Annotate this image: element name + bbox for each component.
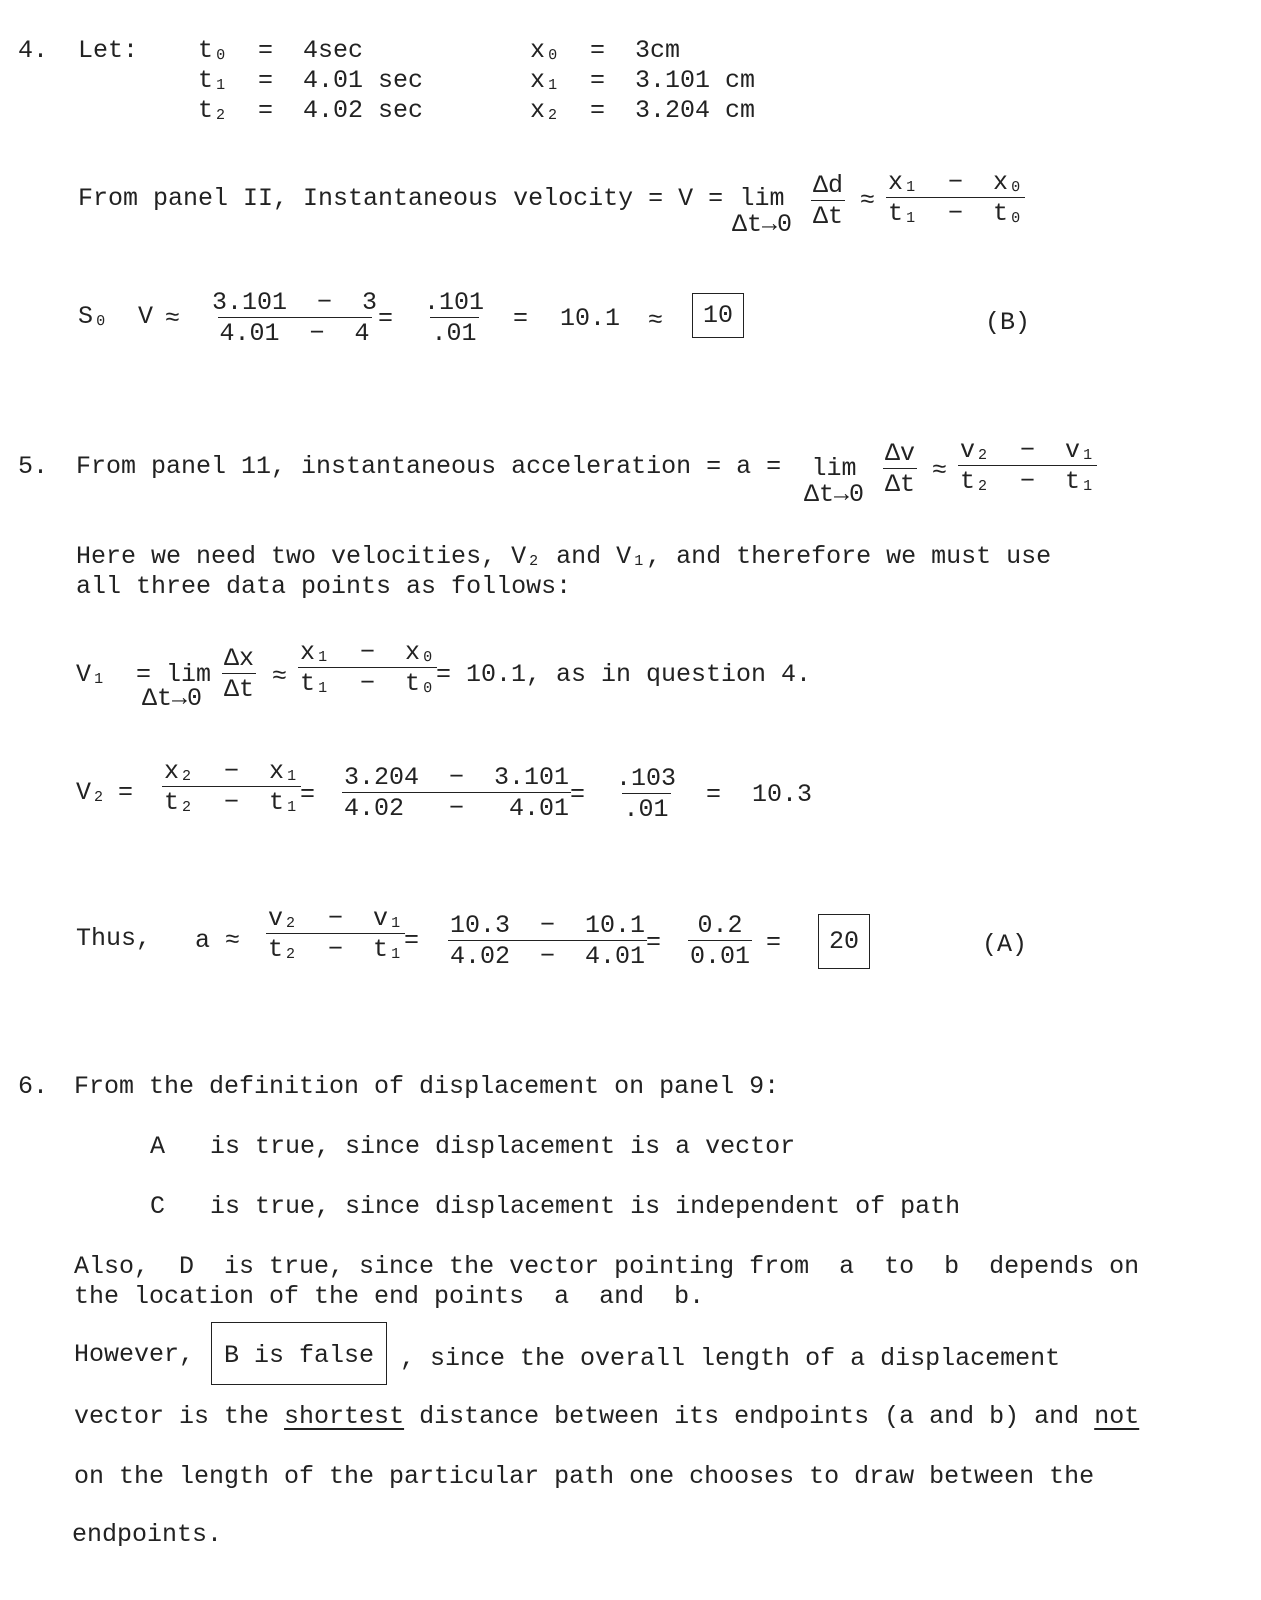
q5-choice: (A): [982, 930, 1028, 959]
q5-x2-minus-x1: x₂ − x₁: [164, 757, 300, 786]
q4-x2: x₂ = 3.204 cm: [530, 96, 756, 125]
q5-dt-2: Δt: [224, 675, 255, 704]
q4-value: 10.1: [560, 304, 621, 333]
q4-fraction-1: [210, 290, 379, 346]
q4-lim-text: lim: [739, 184, 785, 213]
q5-v2-numeric-fraction-2: [614, 766, 678, 822]
q5-v2-equals: =: [118, 778, 134, 807]
q5-v2-t2-minus-t1: t₂ − t₁: [164, 788, 300, 817]
q4-den-2: .01: [431, 319, 477, 348]
q5-a-approx: a ≈: [195, 926, 241, 955]
q5-v2-numeric-fraction: [342, 765, 571, 821]
q5-dv-dt-fraction: [883, 441, 917, 497]
q5-v2-equals-4: =: [706, 780, 722, 809]
q5-a-num-2: 0.2: [697, 911, 743, 940]
q6-vector-part-2: distance between its endpoints (a and b) and: [404, 1402, 1095, 1431]
q5-approx: ≈: [932, 456, 948, 485]
q5-a-v2-minus-v1: v₂ − v₁: [268, 904, 404, 933]
q6-intro: From the definition of displacement on panel 9:: [74, 1072, 780, 1101]
q5-v1-result: = 10.1, as in question 4.: [436, 660, 812, 689]
q5-v2-num-2: .103: [616, 764, 677, 793]
q5-a-v-over-t-fraction: [266, 906, 405, 962]
q4-num-2: .101: [424, 288, 485, 317]
q5-a-numeric-fraction: [448, 913, 647, 969]
q5-t2-minus-t1: t₂ − t₁: [960, 467, 1096, 496]
q4-t2: t₂ = 4.02 sec: [198, 96, 424, 125]
q5-v2-minus-v1: v₂ − v₁: [960, 436, 1096, 465]
q5-v1-x1-minus-x0: x₁ − x₀: [300, 638, 436, 667]
q5-dt: Δt: [885, 470, 916, 499]
q4-x1-minus-x0: x₁ − x₀: [888, 168, 1024, 197]
q4-t0: t₀ = 4sec: [198, 36, 364, 65]
q5-v2-equals-3: =: [570, 780, 586, 809]
q5-v1-x-over-t-fraction: [298, 640, 437, 696]
q6-item-c-text: is true, since displacement is independent of path: [210, 1192, 961, 1221]
q5-lim-text: lim: [811, 454, 857, 483]
q5-v2-den-2: .01: [623, 795, 669, 824]
q5-approx-2: ≈: [272, 662, 288, 691]
q4-x1: x₁ = 3.101 cm: [530, 66, 756, 95]
q6-line-3: on the length of the particular path one chooses to draw between the: [74, 1462, 1095, 1491]
q5-a-num: 10.3 − 10.1: [450, 911, 646, 940]
q4-t1-minus-t0: t₁ − t₀: [888, 199, 1024, 228]
q4-let-label: Let:: [78, 36, 139, 65]
q5-paragraph-line-1: Here we need two velocities, V₂ and V₁, and therefore we must use: [76, 542, 1052, 571]
q6-number: 6.: [18, 1072, 49, 1101]
q5-v2-num: 3.204 − 3.101: [344, 763, 570, 792]
q4-x0: x₀ = 3cm: [530, 36, 681, 65]
q5-a-numeric-fraction-2: [688, 913, 752, 969]
q4-equals-2: =: [513, 304, 529, 333]
q5-a-equals-2: =: [646, 928, 662, 957]
q6-also-line-1: Also, D is true, since the vector pointing from a to b depends on: [74, 1252, 1140, 1281]
q5-v2-equals-2: =: [300, 780, 316, 809]
q5-dx: Δx: [224, 644, 255, 673]
q5-a-equals-3: =: [766, 928, 782, 957]
q5-v2-den: 4.02 − 4.01: [344, 794, 570, 823]
q5-a-equals-1: =: [404, 926, 420, 955]
q4-approx-3: ≈: [648, 306, 664, 335]
q5-thus: Thus,: [76, 924, 152, 953]
q5-v2-result: 10.3: [752, 780, 813, 809]
q4-number: 4.: [18, 36, 49, 65]
q4-limit: [732, 186, 792, 239]
q4-dd-dt-fraction: [811, 173, 845, 229]
q6-shortest-underlined: shortest: [284, 1402, 405, 1431]
q5-dx-dt-fraction: [222, 646, 256, 702]
q6-also-line-2: the location of the end points a and b.: [74, 1282, 705, 1311]
q6-vector-part-1: vector is the: [74, 1402, 285, 1431]
q4-t1: t₁ = 4.01 sec: [198, 66, 424, 95]
q4-dt: Δt: [813, 202, 844, 231]
q5-a-t2-minus-t1: t₂ − t₁: [268, 935, 404, 964]
q4-approx: ≈: [860, 186, 876, 215]
q4-equals-1: =: [378, 304, 394, 333]
q6-however: However,: [74, 1340, 195, 1369]
q6-vector-line: [74, 1404, 1139, 1429]
q6-b-false-box: B is false: [211, 1322, 387, 1385]
q5-dv: Δv: [885, 439, 916, 468]
q4-answer-box: 10: [692, 293, 744, 338]
q5-number: 5.: [18, 452, 49, 481]
q4-x-over-t-fraction: [886, 170, 1025, 226]
q5-a-den: 4.02 − 4.01: [450, 942, 646, 971]
q4-so-v: S₀ V: [78, 302, 154, 331]
q4-velocity-intro: From panel II, Instantaneous velocity = V =: [78, 184, 724, 213]
q6-not-underlined: not: [1094, 1402, 1140, 1431]
q5-paragraph-line-2: all three data points as follows:: [76, 572, 572, 601]
q5-v1-lim-subscript: Δt→0: [142, 684, 203, 713]
q5-v2-label: V₂: [76, 778, 107, 807]
q6-item-a-letter: A: [150, 1132, 166, 1161]
q5-lim-subscript: Δt→0: [804, 480, 865, 510]
q5-v2-x-over-t-fraction: [162, 759, 301, 815]
q5-v1-t1-minus-t0: t₁ − t₀: [300, 669, 436, 698]
q5-v-over-t-fraction: [958, 438, 1097, 494]
q4-fraction-2: [422, 290, 486, 346]
q5-accel-intro: From panel 11, instantaneous acceleration = a =: [76, 452, 782, 481]
q5-limit: [804, 456, 864, 509]
q4-dd: Δd: [813, 171, 844, 200]
q6-however-rest: , since the overall length of a displacement: [400, 1344, 1061, 1373]
q5-v1-label: V₁ = lim: [76, 660, 212, 689]
q4-den-1: 4.01 − 4: [219, 319, 370, 348]
q4-choice: (B): [985, 308, 1031, 337]
q4-approx-2: ≈: [165, 304, 181, 333]
q4-lim-subscript: Δt→0: [732, 210, 793, 240]
q6-item-a-text: is true, since displacement is a vector: [210, 1132, 796, 1161]
q5-a-den-2: 0.01: [690, 942, 751, 971]
q5-answer-box: 20: [818, 914, 870, 969]
q6-item-c-letter: C: [150, 1192, 166, 1221]
q4-num-1: 3.101 − 3: [212, 288, 378, 317]
q6-line-4: endpoints.: [72, 1520, 223, 1549]
